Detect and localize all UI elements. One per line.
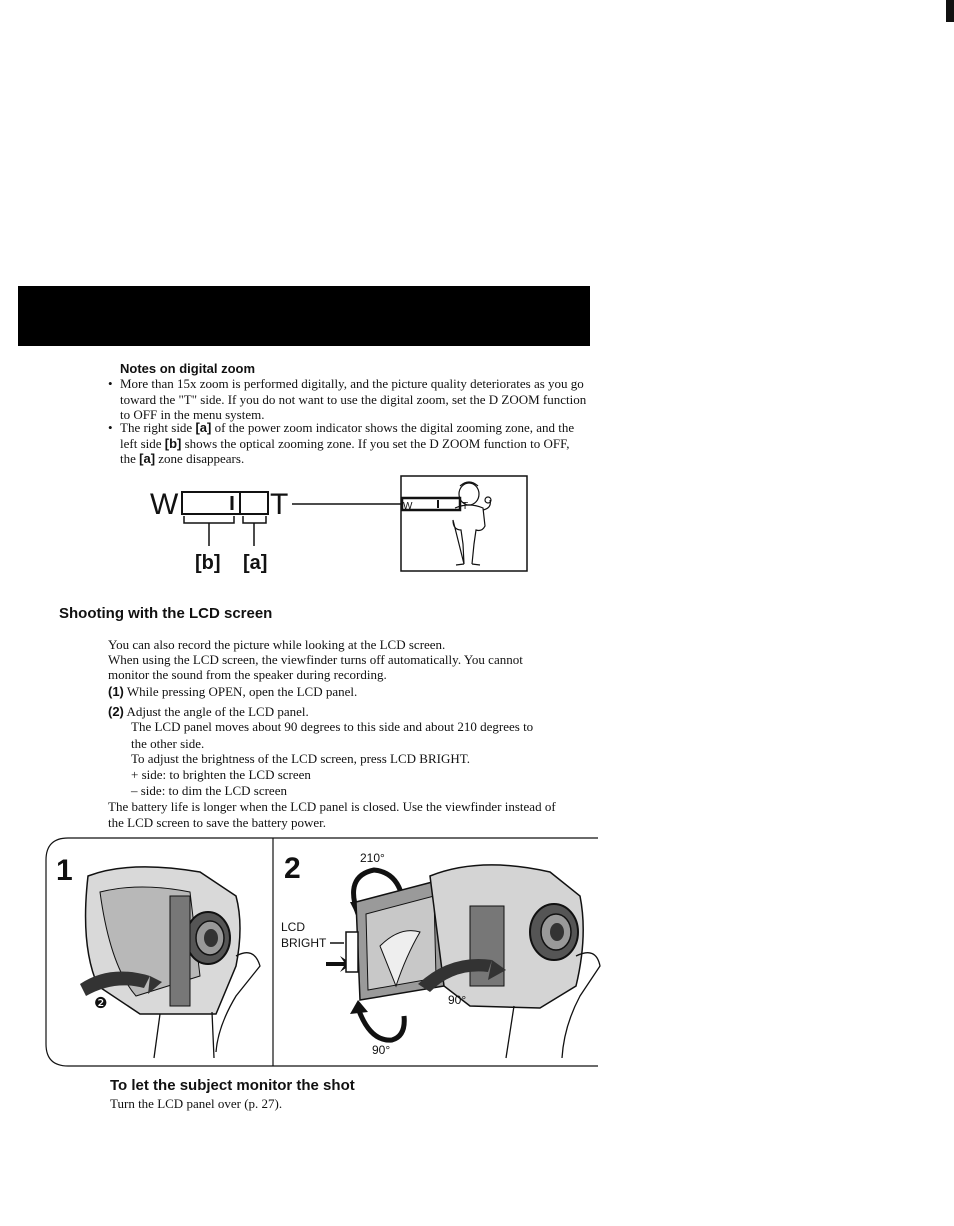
note2-part: zone disappears. <box>155 451 245 466</box>
zoom-b-label: [b] <box>195 552 221 574</box>
lcd-label: LCD <box>281 920 306 934</box>
zoom-w-label: W <box>150 488 179 521</box>
rotate-90-arrow <box>358 1008 404 1040</box>
zoom-a-label: [a] <box>243 552 268 574</box>
step-2-detail-2: the other side. <box>131 736 205 751</box>
camcorder-closed-illustration <box>80 867 260 1058</box>
figure-1-number: 1 <box>56 854 73 887</box>
note2-part: shows the optical zooming zone. If you set the D ZOOM function to OFF, the <box>120 435 570 466</box>
section-header-bar <box>18 286 590 346</box>
note-text-1: More than 15x zoom is performed digitally, and the picture quality deteriorates as you go toward the "T" side. If you do not want to use the digital zoom, set the D ZOOM function to OFF in the menu system. <box>120 376 587 422</box>
notes-title: Notes on digital zoom <box>120 361 256 376</box>
subject-title: To let the subject monitor the shot <box>110 1077 355 1094</box>
step-2-detail-5: – side: to dim the LCD screen <box>131 783 287 798</box>
bullet-dot: • <box>108 376 113 391</box>
zoom-bar-outline <box>182 492 268 514</box>
angle-90-bottom-label: 90° <box>372 1043 391 1057</box>
subject-text: Turn the LCD panel over (p. 27). <box>110 1096 283 1111</box>
step-1-number: (1) <box>108 684 124 699</box>
label-a: [a] <box>139 451 156 466</box>
note2-part: The right side <box>120 420 196 435</box>
step-2-detail-4: + side: to brighten the LCD screen <box>131 767 311 782</box>
page-edge-mark <box>946 0 954 22</box>
note-item-2 <box>108 420 588 468</box>
battery-line-2: the LCD screen to save the battery power. <box>108 815 327 830</box>
step-2-number: (2) <box>108 704 124 719</box>
note-item-1 <box>108 376 588 424</box>
figure-2-number: 2 <box>284 852 301 885</box>
step-2-text: Adjust the angle of the LCD panel. <box>126 704 309 719</box>
zoom-indicator-diagram <box>150 472 540 582</box>
figure-1-callout: ❷ <box>94 994 108 1012</box>
angle-210-label: 210° <box>360 851 385 865</box>
bright-label: BRIGHT <box>281 936 327 950</box>
step-1-text: While pressing OPEN, open the LCD panel. <box>126 684 358 699</box>
step-2 <box>108 704 309 720</box>
intro-line-2: When using the LCD screen, the viewfinder turns off automatically. You cannot <box>108 652 523 667</box>
zoom-t-label: T <box>270 488 289 521</box>
lcd-bright-button <box>346 932 358 972</box>
intro-line-1: You can also record the picture while looking at the LCD screen. <box>108 637 446 652</box>
step-1 <box>108 684 357 700</box>
step-2-detail-1: The LCD panel moves about 90 degrees to this side and about 210 degrees to <box>131 719 534 734</box>
note2-part: of the power zoom indicator shows the digital zooming zone, and the left side <box>120 420 575 451</box>
camcorder-open-illustration <box>346 865 600 1058</box>
section-title: Shooting with the LCD screen <box>59 605 273 622</box>
lcd-t-label: T <box>462 501 469 512</box>
intro-line-3: monitor the sound from the speaker during recording. <box>108 667 387 682</box>
figure-panels <box>40 836 602 1070</box>
step-2-detail-3: To adjust the brightness of the LCD screen, press LCD BRIGHT. <box>131 751 470 766</box>
battery-line-1: The battery life is longer when the LCD panel is closed. Use the viewfinder instead of <box>108 799 556 814</box>
note-text-2 <box>120 420 588 467</box>
lcd-w-label: W <box>403 501 413 512</box>
bullet-dot: • <box>108 420 113 435</box>
angle-90-right-label: 90° <box>448 993 467 1007</box>
label-b: [b] <box>164 435 182 451</box>
label-a: [a] <box>195 420 212 435</box>
